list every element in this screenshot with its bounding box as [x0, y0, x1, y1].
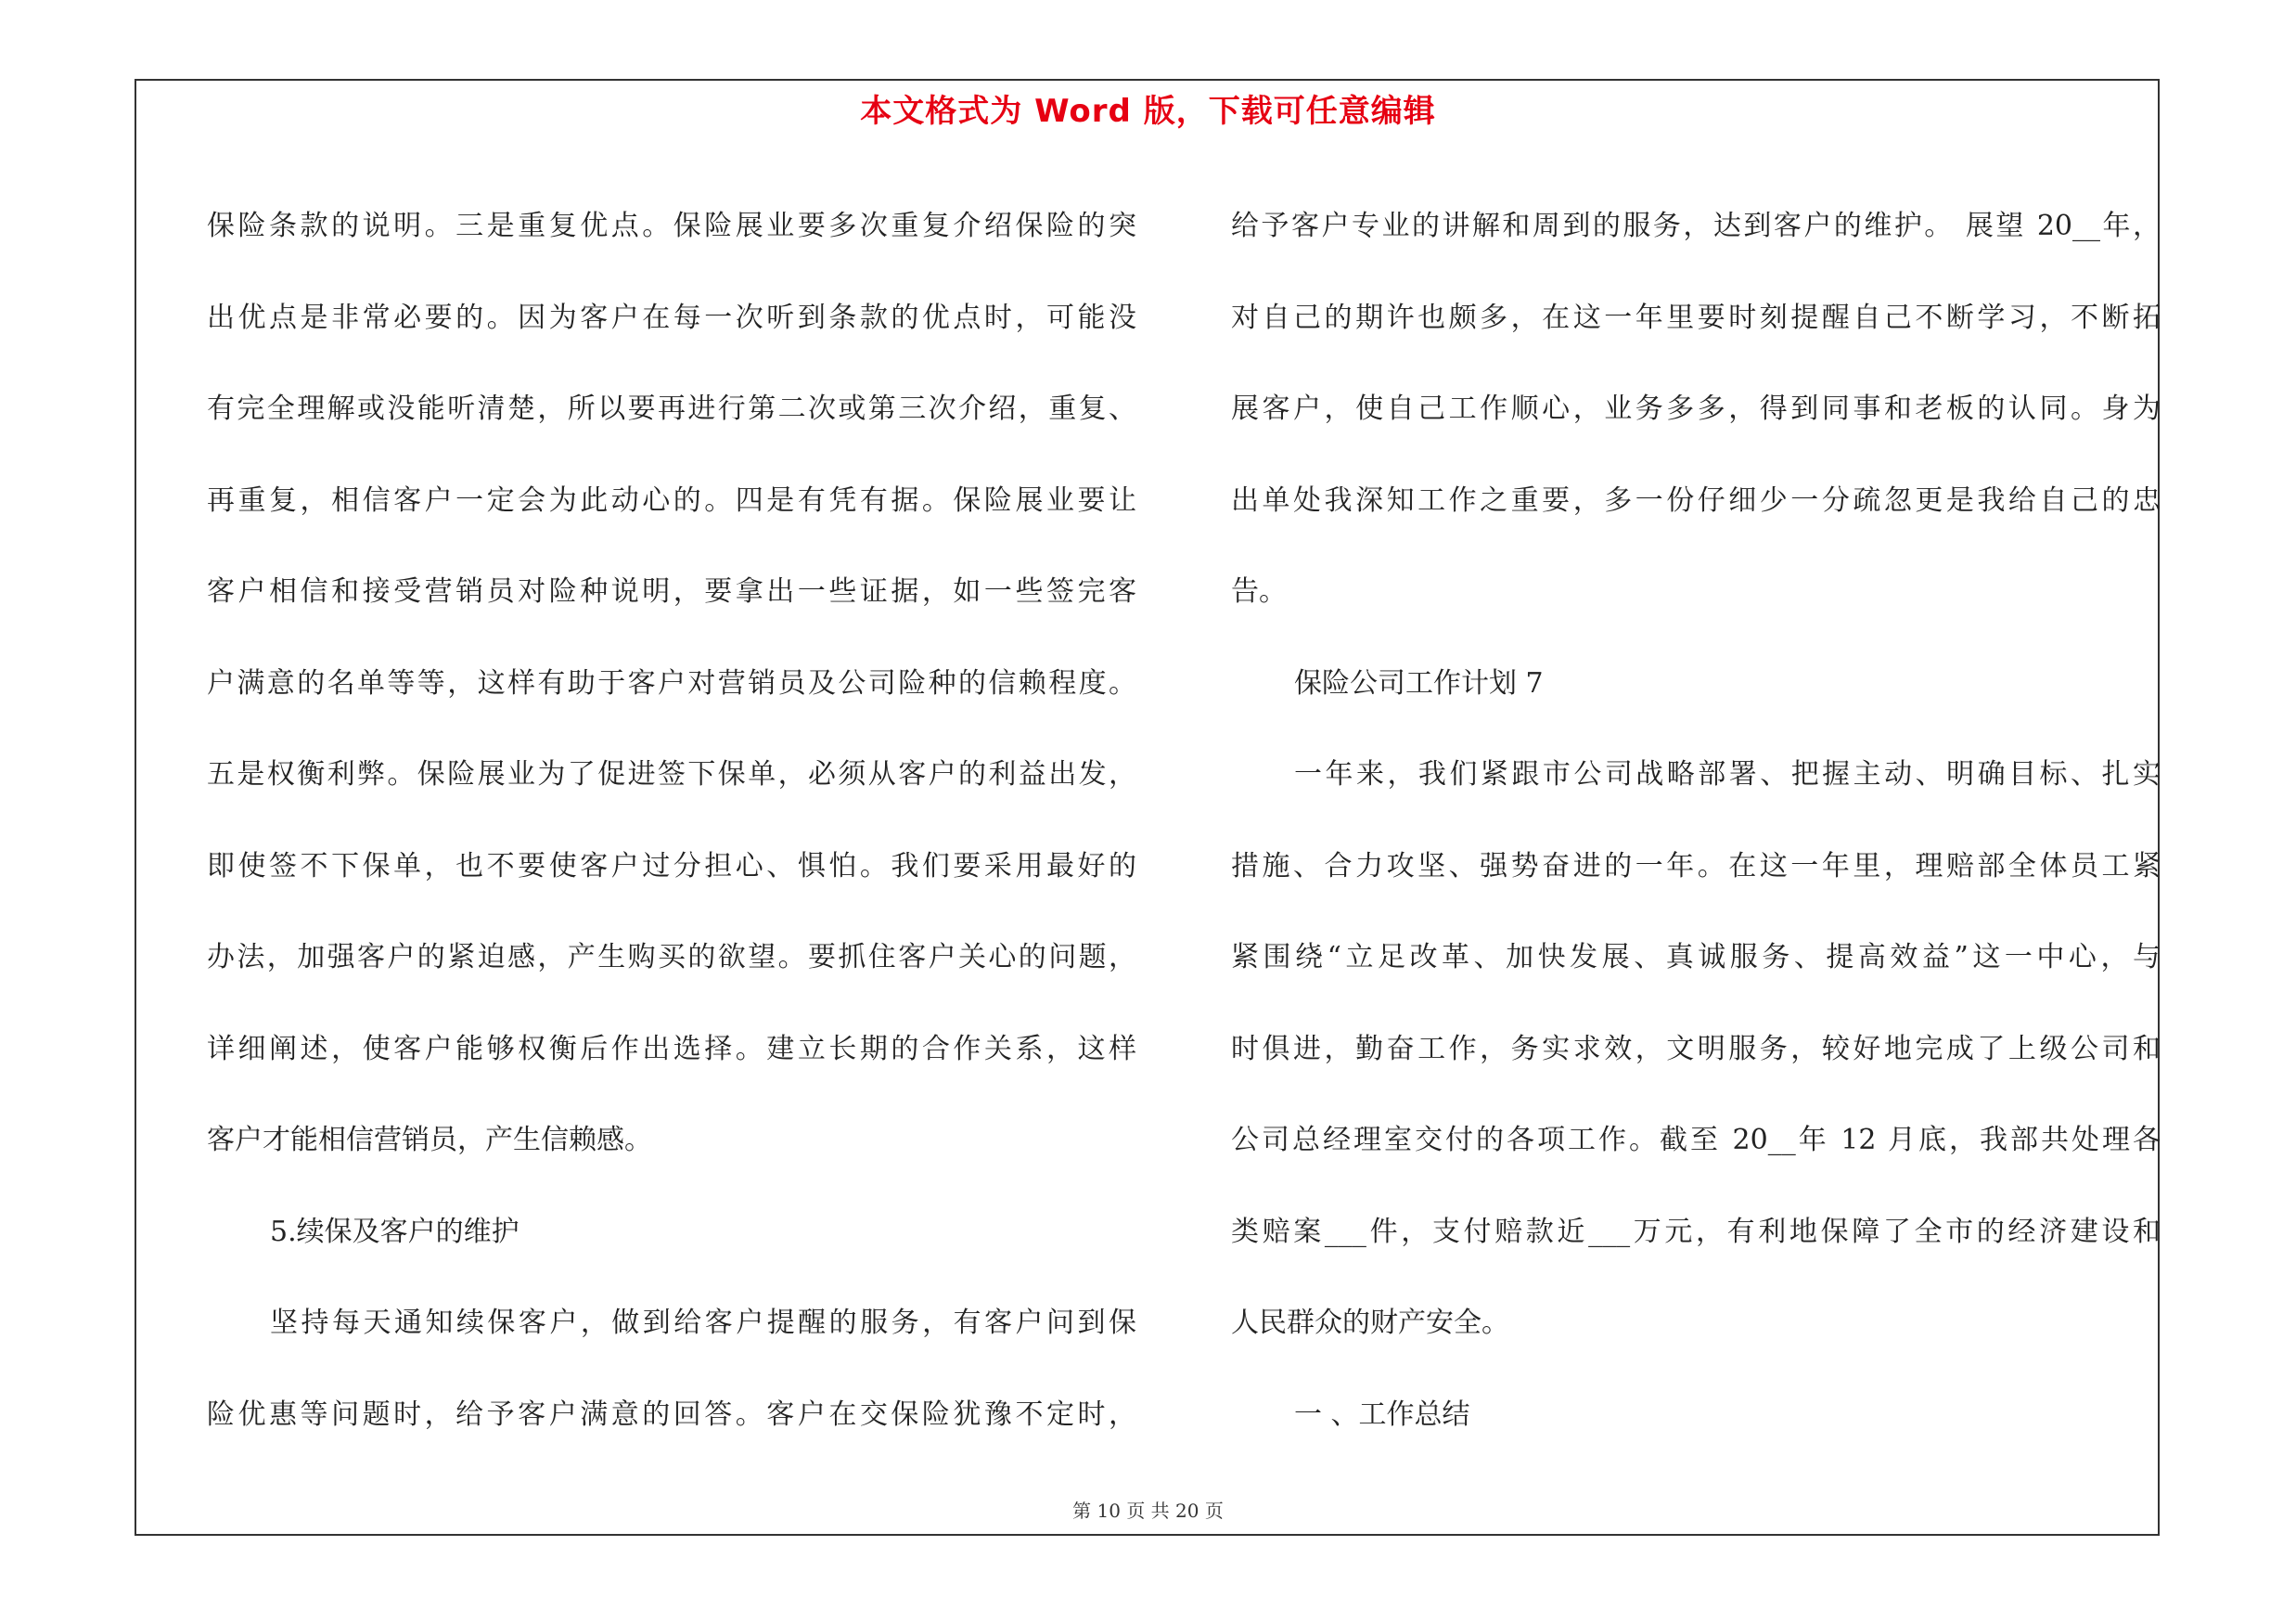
text-line: 对自己的期许也颇多，在这一年里要时刻提醒自己不断学习，不断拓 [1231, 301, 2161, 334]
section-heading: 保险公司工作计划 7 [1294, 666, 1544, 700]
text-line: 办法，加强客户的紧迫感，产生购买的欲望。要抓住客户关心的问题， [207, 941, 1136, 973]
text-line: 出单处我深知工作之重要，多一份仔细少一分疏忽更是我给自己的忠 [1231, 483, 2161, 517]
text-line: 紧围绕“立足改革、加快发展、真诚服务、提高效益”这一中心，与 [1231, 941, 2161, 973]
text-line: 险优惠等问题时，给予客户满意的回答。客户在交保险犹豫不定时， [207, 1398, 1136, 1431]
text-line: 公司总经理室交付的各项工作。截至 20__年 12 月底，我部共处理各 [1231, 1124, 2161, 1156]
text-line: 出优点是非常必要的。因为客户在每一次听到条款的优点时，可能没 [207, 301, 1136, 334]
text-line: 保险条款的说明。三是重复优点。保险展业要多次重复介绍保险的突 [207, 210, 1136, 242]
page-number-footer: 第 10 页 共 20 页 [1072, 1500, 1224, 1522]
left-text-column [207, 181, 1136, 1461]
text-line: 再重复，相信客户一定会为此动心的。四是有凭有据。保险展业要让 [207, 483, 1136, 517]
section-heading: 5.续保及客户的维护 [270, 1215, 519, 1248]
text-line: 详细阐述，使客户能够权衡后作出选择。建立长期的合作关系，这样 [207, 1032, 1136, 1065]
text-line: 人民群众的财产安全。 [1231, 1307, 1509, 1339]
text-line: 给予客户专业的讲解和周到的服务，达到客户的维护。 展望 20__年， [1231, 210, 2161, 242]
section-heading: 一 、工作总结 [1294, 1398, 1470, 1431]
text-line: 即使签不下保单，也不要使客户过分担心、惧怕。我们要采用最好的 [207, 849, 1136, 882]
text-line: 类赔案___件，支付赔款近___万元，有利地保障了全市的经济建设和 [1231, 1215, 2161, 1248]
text-line: 客户才能相信营销员，产生信赖感。 [207, 1124, 652, 1156]
right-text-column [1231, 181, 2161, 1461]
text-line: 措施、合力攻坚、强势奋进的一年。在这一年里，理赔部全体员工紧 [1231, 849, 2161, 882]
text-line: 展客户，使自己工作顺心，业务多多，得到同事和老板的认同。身为 [1231, 393, 2161, 425]
text-line: 一年来，我们紧跟市公司战略部署、把握主动、明确目标、扎实 [1294, 758, 2161, 791]
text-line: 客户相信和接受营销员对险种说明，要拿出一些证据，如一些签完客 [207, 575, 1136, 608]
text-line: 坚持每天通知续保客户，做到给客户提醒的服务，有客户问到保 [270, 1307, 1136, 1339]
text-line: 户满意的名单等等，这样有助于客户对营销员及公司险种的信赖程度。 [207, 666, 1136, 700]
word-format-banner: 本文格式为 Word 版，下载可任意编辑 [860, 93, 1436, 130]
text-line: 有完全理解或没能听清楚，所以要再进行第二次或第三次介绍，重复、 [207, 393, 1136, 425]
text-line: 时俱进，勤奋工作，务实求效，文明服务，较好地完成了上级公司和 [1231, 1032, 2161, 1065]
text-line: 告。 [1231, 575, 1287, 608]
text-line: 五是权衡利弊。保险展业为了促进签下保单，必须从客户的利益出发， [207, 758, 1136, 791]
